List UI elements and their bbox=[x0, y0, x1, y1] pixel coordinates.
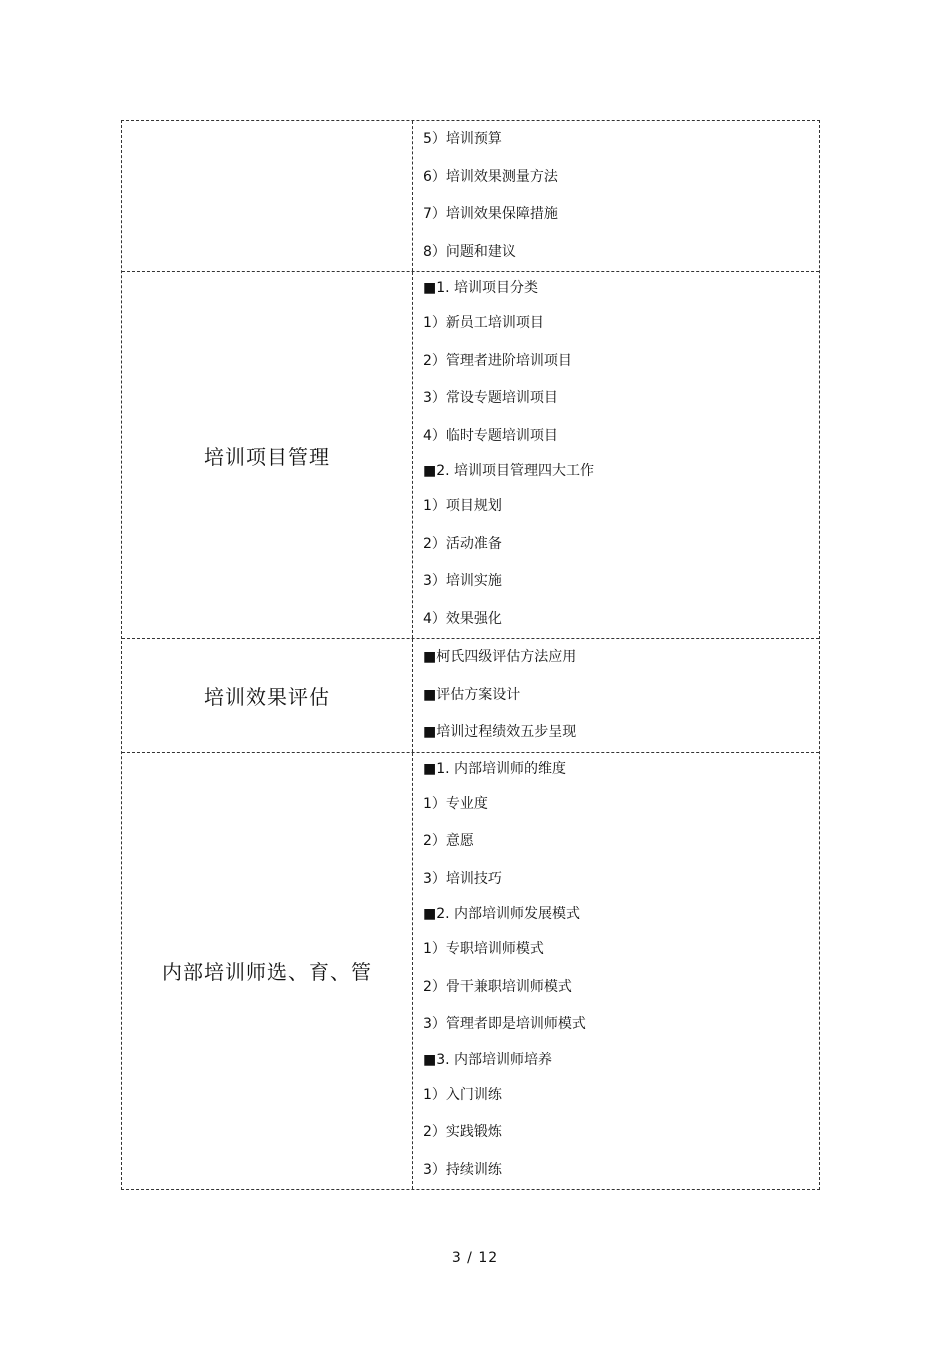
list-item: 2）骨干兼职培训师模式 bbox=[423, 978, 572, 995]
list-item: 3）管理者即是培训师模式 bbox=[423, 1016, 586, 1032]
section-heading: ■1. 内部培训师的维度 bbox=[423, 760, 567, 777]
list-item: 4）临时专题培训项目 bbox=[423, 427, 558, 444]
list-item: 7）培训效果保障措施 bbox=[423, 206, 558, 222]
list-item: 1）专职培训师模式 bbox=[423, 941, 544, 957]
section-content bbox=[413, 272, 819, 638]
section-heading: ■1. 培训项目分类 bbox=[423, 280, 539, 296]
section-heading: ■2. 内部培训师发展模式 bbox=[423, 906, 581, 922]
table-row bbox=[122, 121, 819, 271]
list-item: 2）活动准备 bbox=[423, 535, 502, 552]
list-item: 3）持续训练 bbox=[423, 1161, 502, 1178]
section-content bbox=[413, 639, 819, 752]
section-content bbox=[413, 753, 819, 1190]
list-item: 1）新员工培训项目 bbox=[423, 315, 544, 331]
section-content bbox=[413, 121, 819, 271]
list-item: 5）培训预算 bbox=[423, 131, 502, 147]
list-item: 2）实践锻炼 bbox=[423, 1124, 502, 1140]
list-item: 8）问题和建议 bbox=[423, 243, 516, 260]
section-title: 培训项目管理 bbox=[122, 272, 413, 638]
table-row bbox=[122, 752, 819, 1190]
list-item: 3）培训实施 bbox=[423, 573, 502, 589]
section-heading: ■3. 内部培训师培养 bbox=[423, 1051, 553, 1068]
course-table bbox=[121, 120, 820, 1190]
table-row bbox=[122, 271, 819, 638]
list-item: 2）意愿 bbox=[423, 833, 474, 849]
section-title: 内部培训师选、育、管 bbox=[122, 753, 413, 1190]
table-row bbox=[122, 638, 819, 752]
list-item: 1）项目规划 bbox=[423, 498, 502, 514]
page-number: 3 / 12 bbox=[451, 1250, 499, 1266]
list-item: 1）入门训练 bbox=[423, 1086, 502, 1103]
list-item: 1）专业度 bbox=[423, 795, 488, 812]
list-item: 6）培训效果测量方法 bbox=[423, 168, 558, 185]
list-item: ■柯氏四级评估方法应用 bbox=[423, 649, 577, 665]
section-heading: ■2. 培训项目管理四大工作 bbox=[423, 463, 595, 479]
list-item: ■评估方案设计 bbox=[423, 686, 521, 703]
section-title: 培训效果评估 bbox=[122, 639, 413, 752]
section-title bbox=[122, 121, 413, 271]
list-item: 3）常设专题培训项目 bbox=[423, 390, 558, 406]
list-item: 3）培训技巧 bbox=[423, 870, 502, 887]
list-item: 2）管理者进阶培训项目 bbox=[423, 352, 572, 369]
list-item: 4）效果强化 bbox=[423, 610, 502, 627]
list-item: ■培训过程绩效五步呈现 bbox=[423, 724, 577, 740]
